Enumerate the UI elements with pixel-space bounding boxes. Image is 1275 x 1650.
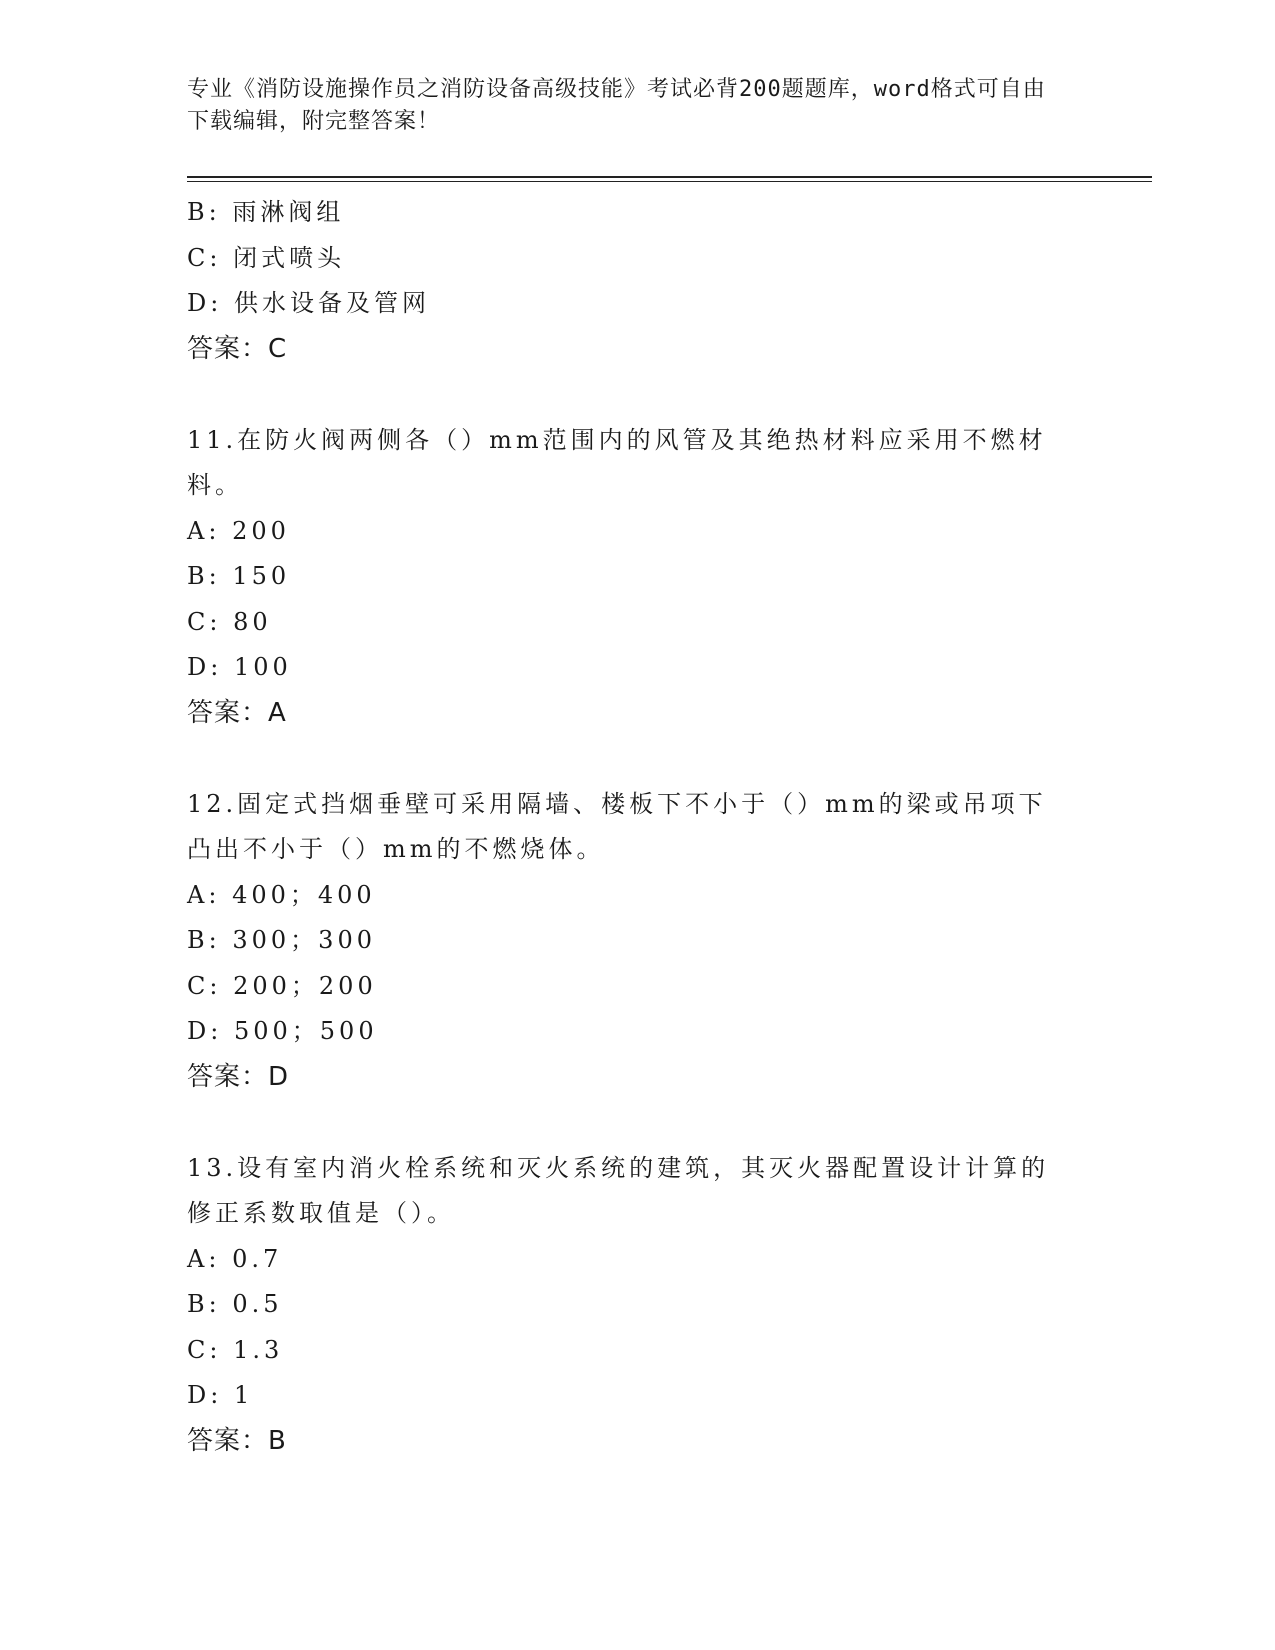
option-text: 400；400	[232, 880, 376, 909]
spacer	[187, 1100, 1152, 1146]
option-text: 80	[233, 607, 272, 636]
option-a	[187, 1237, 1152, 1283]
option-text: 200；200	[233, 971, 377, 1000]
option-text: 150	[232, 562, 291, 590]
document-body	[187, 190, 1152, 1464]
option-text: 1.3	[233, 1335, 284, 1364]
question-12	[187, 782, 1152, 1101]
option-a	[187, 873, 1152, 919]
option-label: B:	[187, 1290, 221, 1318]
option-text: 供水设备及管网	[233, 289, 430, 317]
answer-line: 答案：A	[187, 697, 287, 728]
option-label: B:	[187, 926, 221, 954]
question-stem: 13.设有室内消火栓系统和灭火系统的建筑，其灭火器配置设计计算的修正系数取值是（）。	[187, 1153, 1050, 1227]
option-text: 0.7	[232, 1244, 283, 1273]
option-c	[187, 236, 1152, 282]
option-label: C:	[187, 243, 222, 272]
option-label: A:	[187, 880, 221, 909]
option-label: D:	[187, 653, 223, 681]
option-label: C:	[187, 1335, 222, 1364]
option-text: 100	[233, 653, 292, 681]
option-label: D:	[187, 289, 223, 317]
option-label: A:	[187, 1244, 221, 1273]
option-text: 200	[232, 516, 290, 545]
option-d	[187, 645, 1152, 691]
answer-line: 答案：B	[187, 1425, 287, 1456]
option-label: C:	[187, 607, 222, 636]
spacer	[187, 372, 1152, 418]
answer-line: 答案：C	[187, 333, 288, 364]
option-a	[187, 509, 1152, 555]
option-label: A:	[187, 516, 221, 545]
option-text: 闭式喷头	[233, 243, 346, 272]
option-label: D:	[187, 1381, 223, 1409]
option-b	[187, 918, 1152, 964]
option-c	[187, 600, 1152, 646]
option-d	[187, 1009, 1152, 1055]
option-b	[187, 190, 1152, 236]
option-label: B:	[187, 198, 221, 226]
option-text: 1	[233, 1381, 254, 1409]
answer-line: 答案：D	[187, 1061, 290, 1092]
question-stem: 12.固定式挡烟垂壁可采用隔墙、楼板下不小于（）mm的梁或吊项下凸出不小于（）mm的不燃烧体。	[187, 789, 1047, 863]
document-header: 专业《消防设施操作员之消防设备高级技能》考试必背200题题库，word格式可自由下载编辑，附完整答案！	[187, 77, 1046, 134]
option-label: B:	[187, 562, 221, 590]
option-text: 0.5	[232, 1290, 283, 1318]
option-text: 500；500	[233, 1017, 378, 1045]
question-11	[187, 418, 1152, 737]
question-13	[187, 1146, 1152, 1465]
spacer	[187, 736, 1152, 782]
option-b	[187, 1282, 1152, 1328]
previous-question-block	[187, 190, 1152, 372]
option-text: 雨淋阀组	[232, 198, 345, 226]
option-d	[187, 281, 1152, 327]
option-c	[187, 1328, 1152, 1374]
option-d	[187, 1373, 1152, 1419]
option-c	[187, 964, 1152, 1010]
option-b	[187, 554, 1152, 600]
question-stem: 11.在防火阀两侧各（）mm范围内的风管及其绝热材料应采用不燃材料。	[187, 425, 1047, 499]
option-label: C:	[187, 971, 222, 1000]
option-text: 300；300	[232, 926, 376, 954]
header-divider	[187, 176, 1152, 182]
option-label: D:	[187, 1017, 223, 1045]
